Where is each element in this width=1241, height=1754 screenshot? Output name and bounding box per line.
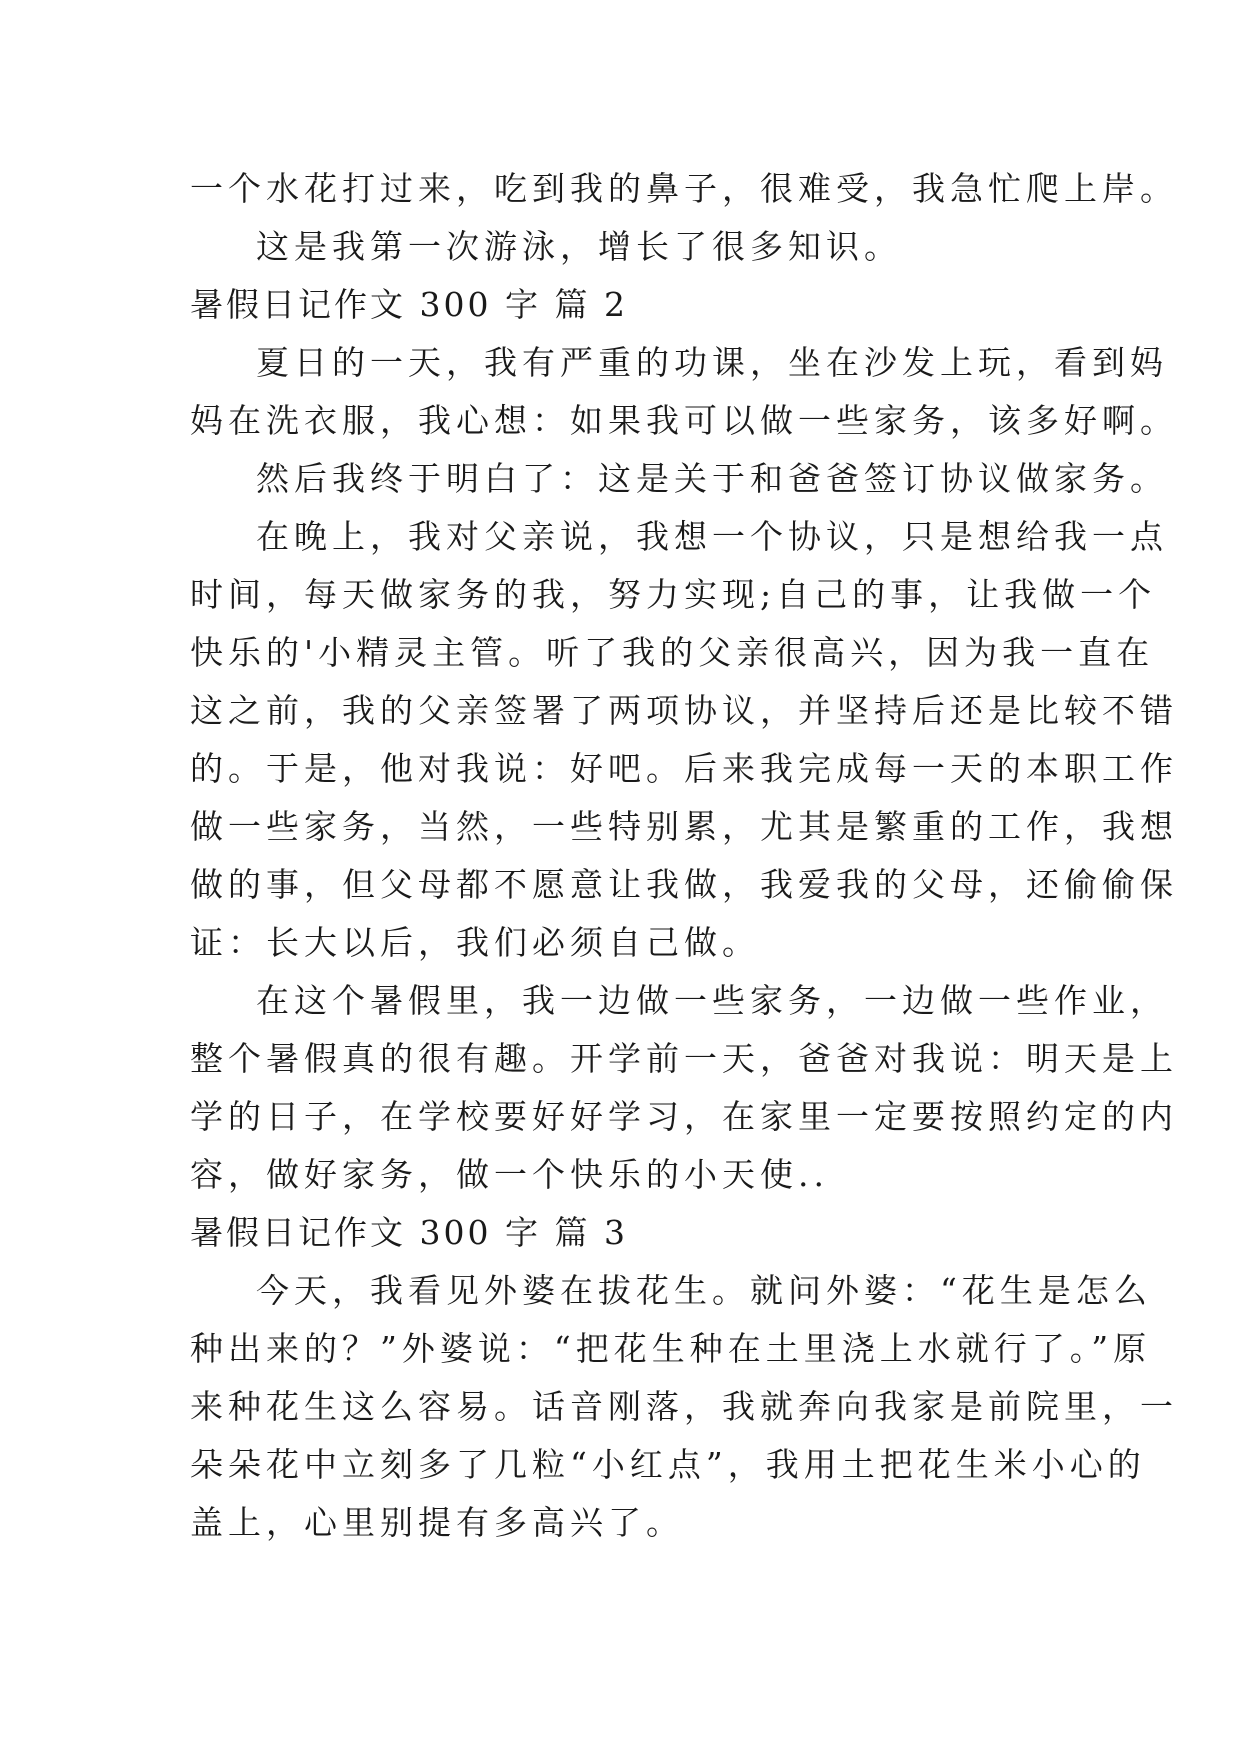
paragraph [190,508,1178,972]
paragraph-line: 做的事，但父母都不愿意让我做，我爱我的父母，还偷偷保 [190,865,1178,904]
paragraph [190,972,1178,1204]
paragraph-line: 学的日子，在学校要好好学习，在家里一定要按照约定的内 [190,1097,1178,1136]
paragraph-line: 容，做好家务，做一个快乐的小天使.. [190,1155,829,1194]
paragraph-line: 这之前，我的父亲签署了两项协议，并坚持后还是比较不错 [190,691,1178,730]
paragraph-line: 的。于是，他对我说：好吧。后来我完成每一天的本职工作 [190,749,1178,788]
paragraph-line: 夏日的一天，我有严重的功课，坐在沙发上玩，看到妈 [256,343,1168,382]
paragraph-line: 朵朵花中立刻多了几粒“小红点”，我用土把花生米小心的 [190,1445,1146,1484]
paragraph-line: 时间，每天做家务的我，努力实现;自己的事，让我做一个 [190,575,1157,614]
paragraph [190,1262,1178,1552]
document-page [190,160,1178,1552]
paragraph-line: 来种花生这么容易。话音刚落，我就奔向我家是前院里，一 [190,1387,1178,1426]
paragraph [190,450,1168,508]
paragraph-line: 妈在洗衣服，我心想：如果我可以做一些家务，该多好啊。 [190,401,1178,440]
paragraph [190,334,1178,450]
section-heading: 暑假日记作文 300 字 篇 3 [190,1213,628,1252]
paragraph-line: 快乐的'小精灵主管。听了我的父亲很高兴，因为我一直在 [190,633,1155,672]
paragraph-line: 一个水花打过来，吃到我的鼻子，很难受，我急忙爬上岸。 [190,169,1178,208]
paragraph-line: 在这个暑假里，我一边做一些家务，一边做一些作业， [256,981,1168,1020]
paragraph-line: 做一些家务，当然，一些特别累，尤其是繁重的工作，我想 [190,807,1178,846]
paragraph-line: 这是我第一次游泳，增长了很多知识。 [256,227,902,266]
paragraph-line: 整个暑假真的很有趣。开学前一天，爸爸对我说：明天是上 [190,1039,1178,1078]
paragraph-line: 证：长大以后，我们必须自己做。 [190,923,760,962]
paragraph-line: 然后我终于明白了：这是关于和爸爸签订协议做家务。 [256,459,1168,498]
section-heading: 暑假日记作文 300 字 篇 2 [190,285,628,324]
paragraph-line: 今天，我看见外婆在拔花生。就问外婆：“花生是怎么 [256,1271,1152,1310]
paragraph-line: 种出来的？”外婆说：“把花生种在土里浇上水就行了。”原 [190,1329,1152,1368]
paragraph-line: 在晚上，我对父亲说，我想一个协议，只是想给我一点 [256,517,1168,556]
paragraph-line: 盖上，心里别提有多高兴了。 [190,1503,684,1542]
